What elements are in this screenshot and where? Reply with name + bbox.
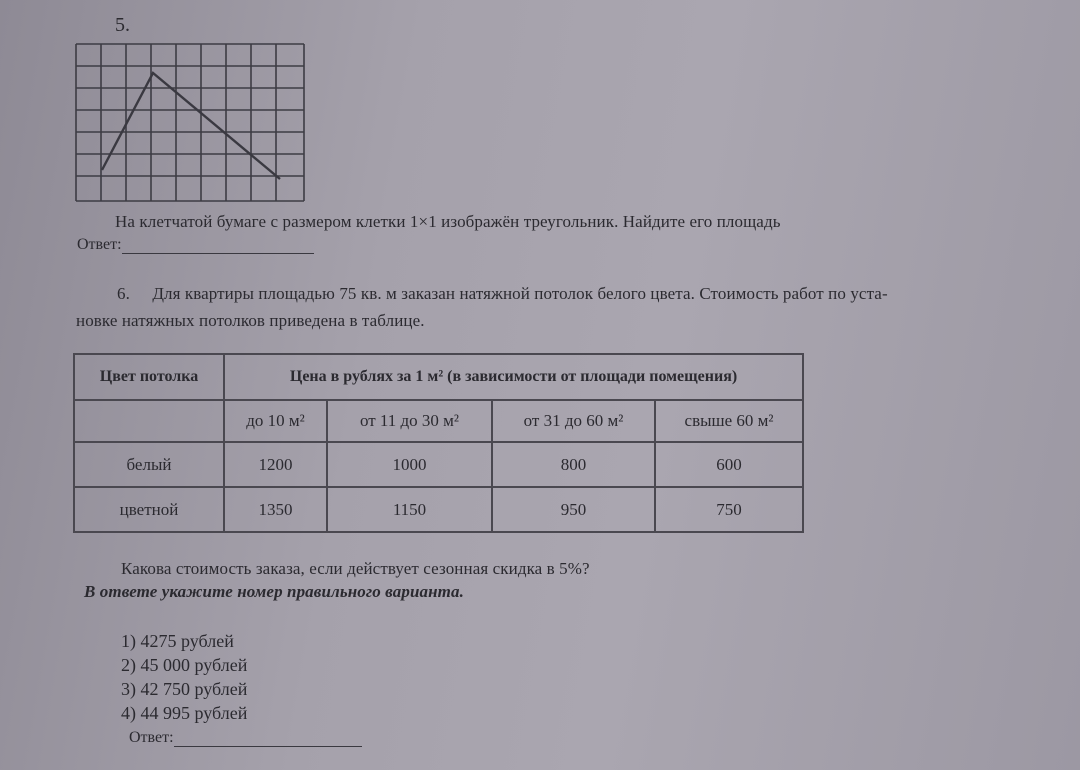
options-list: [121, 629, 247, 725]
price-cell: 1200: [224, 442, 327, 487]
task-6-text-2: новке натяжных потолков приведена в таблице.: [76, 311, 425, 330]
answer-field[interactable]: [174, 727, 362, 747]
answer-field[interactable]: [122, 233, 314, 254]
triangle-shape: [102, 73, 280, 179]
grid-lines: [76, 44, 304, 201]
task-5-number: 5.: [115, 14, 130, 36]
price-cell: 1350: [224, 487, 327, 532]
grid-triangle-figure: [75, 43, 305, 203]
option-4[interactable]: 4) 44 995 рублей: [121, 703, 248, 723]
price-cell: 1150: [327, 487, 492, 532]
price-cell: 1000: [327, 442, 492, 487]
table-row: [74, 487, 803, 532]
task-6-line1: [117, 284, 888, 304]
task-5-text: На клетчатой бумаге с размером клетки 1×1 изображён треугольник. Найдите его площадь: [115, 212, 781, 231]
task-5-answer: [77, 233, 314, 254]
price-cell: 750: [655, 487, 803, 532]
row-label: цветной: [74, 487, 224, 532]
answer-label: Ответ:: [129, 729, 174, 746]
option-1[interactable]: 1) 4275 рублей: [121, 631, 234, 651]
empty-cell: [74, 400, 224, 442]
price-cell: 950: [492, 487, 655, 532]
color-header: Цвет потолка: [74, 354, 224, 400]
task-6-question: Какова стоимость заказа, если действует сезонная скидка в 5%?: [121, 559, 590, 578]
price-cell: 600: [655, 442, 803, 487]
range-cell: от 11 до 30 м²: [327, 400, 492, 442]
price-table: [73, 353, 804, 533]
price-header: Цена в рублях за 1 м² (в зависимости от площади помещения): [224, 354, 803, 400]
table-header-row: [74, 354, 803, 400]
range-cell: свыше 60 м²: [655, 400, 803, 442]
table-ranges-row: [74, 400, 803, 442]
task-6-text-1: Для квартиры площадью 75 кв. м заказан натяжной потолок белого цвета. Стоимость работ по уста-: [152, 284, 888, 303]
option-2[interactable]: 2) 45 000 рублей: [121, 655, 248, 675]
task-6-number: 6.: [117, 284, 130, 303]
answer-label: Ответ:: [77, 236, 122, 253]
task-6-instruction: В ответе укажите номер правильного варианта.: [84, 582, 464, 601]
row-label: белый: [74, 442, 224, 487]
table-row: [74, 442, 803, 487]
option-3[interactable]: 3) 42 750 рублей: [121, 679, 248, 699]
range-cell: до 10 м²: [224, 400, 327, 442]
price-cell: 800: [492, 442, 655, 487]
task-6-answer: [129, 727, 362, 747]
range-cell: от 31 до 60 м²: [492, 400, 655, 442]
